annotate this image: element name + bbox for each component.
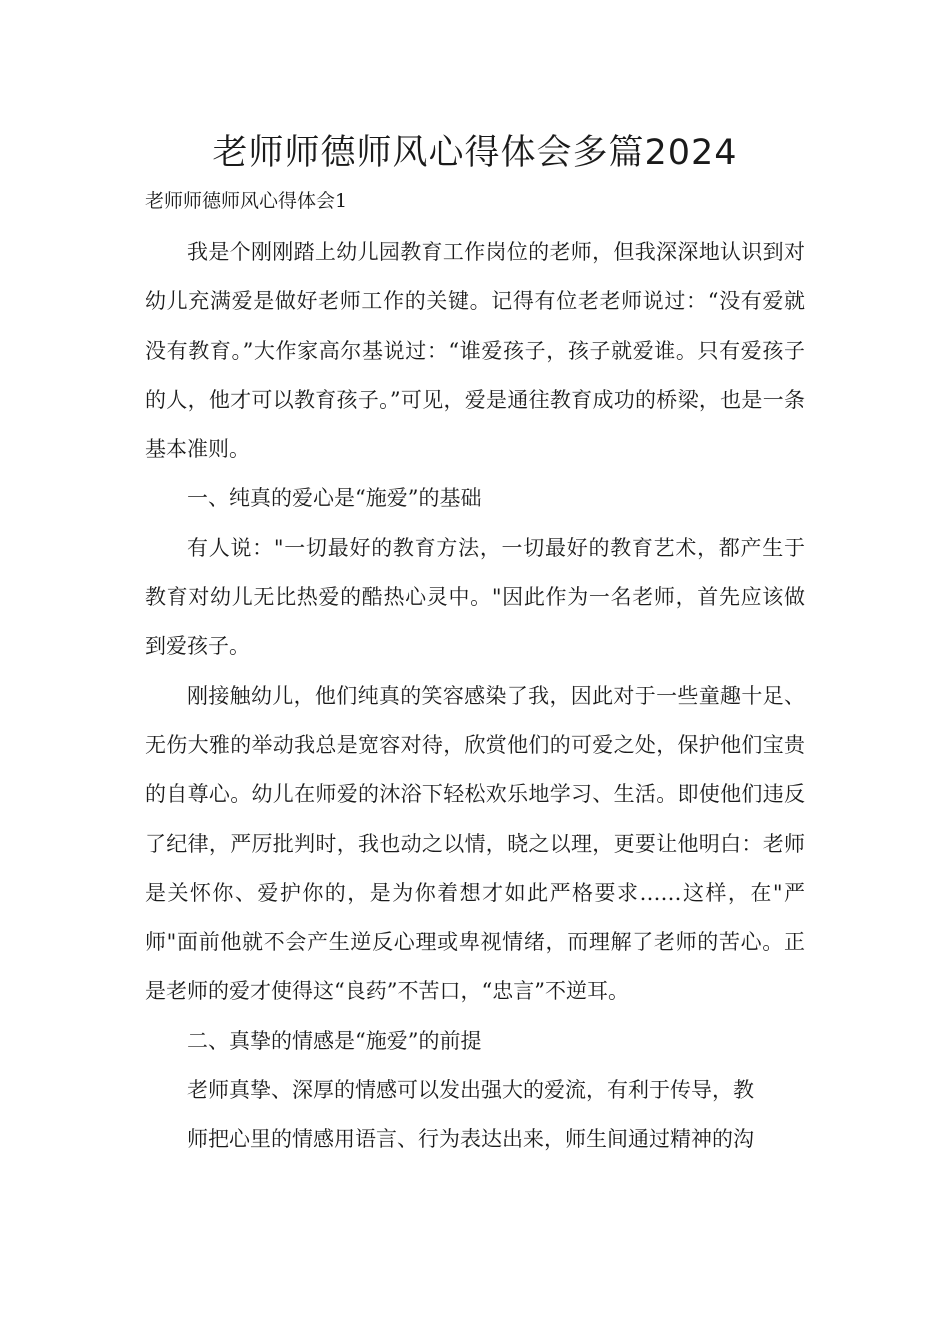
paragraph-2: 刚接触幼儿，他们纯真的笑容感染了我，因此对于一些童趣十足、无伤大雅的举动我总是宽容对待，欣赏他们的可爱之处，保护他们宝贵的自尊心。幼儿在师爱的沐浴下轻松欢乐地学习、生活。即使他们违反了纪律，严厉批判时，我也动之以情，晓之以理，更要让他明白：老师是关怀你、爱护你的，是为你着想才如此严格要求……这样，在"严师"面前他就不会产生逆反心理或卑视情绪，而理解了老师的苦心。正是老师的爱才使得这“良药”不苦口，“忠言”不逆耳。 (145, 683, 805, 1004)
document-body (145, 228, 805, 1165)
section-heading-2: 二、真挚的情感是“施爱”的前提 (187, 1028, 482, 1053)
paragraph-1: 有人说："一切最好的教育方法，一切最好的教育艺术，都产生于教育对幼儿无比热爱的酷热心灵中。"因此作为一名老师，首先应该做到爱孩子。 (145, 535, 805, 659)
paragraph-3: 老师真挚、深厚的情感可以发出强大的爱流，有利于传导，教 (187, 1078, 754, 1103)
paragraph-intro: 我是个刚刚踏上幼儿园教育工作岗位的老师，但我深深地认识到对幼儿充满爱是做好老师工作的关键。记得有位老老师说过：“没有爱就没有教育。”大作家高尔基说过：“谁爱孩子，孩子就爱谁。只有爱孩子的人，他才可以教育孩子。”可见，爱是通往教育成功的桥梁，也是一条基本准则。 (145, 240, 805, 462)
document-title: 老师师德师风心得体会多篇2024 (212, 133, 738, 173)
section-heading-1: 一、纯真的爱心是“施爱”的基础 (187, 486, 482, 511)
document-subtitle: 老师师德师风心得体会1 (145, 190, 348, 212)
paragraph-4: 师把心里的情感用语言、行为表达出来，师生间通过精神的沟 (187, 1127, 754, 1152)
